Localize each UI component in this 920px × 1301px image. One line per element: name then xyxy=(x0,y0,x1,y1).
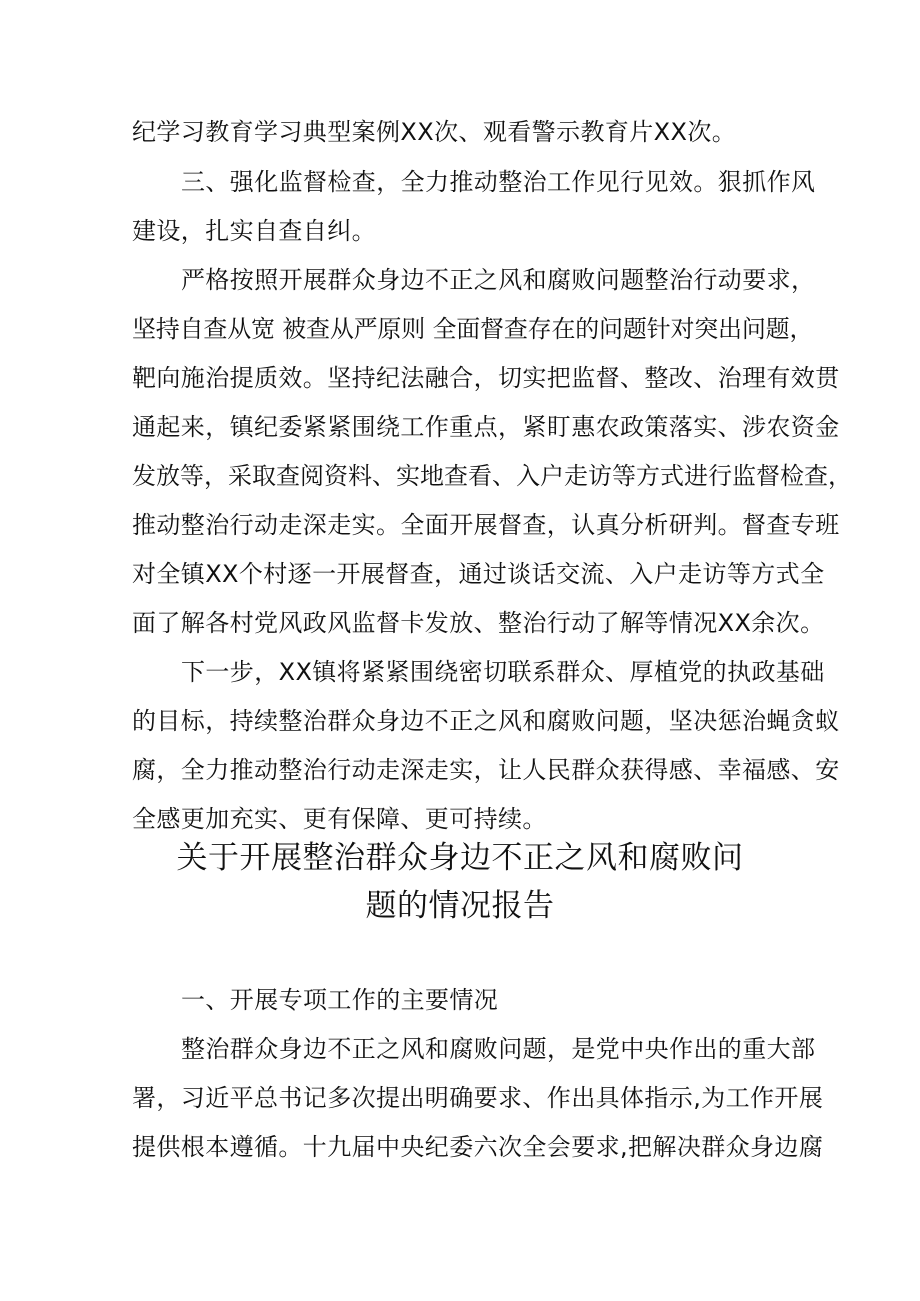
body-line: 坚持自查从宽 被查从严原则 全面督查存在的问题针对突出问题， xyxy=(132,315,814,343)
body-line: 通起来，镇纪委紧紧围绕工作重点，紧盯惠农政策落实、涉农资金 xyxy=(132,413,840,441)
paragraph-first-line: 整治群众身边不正之风和腐败问题，是党中央作出的重大部 xyxy=(181,1035,816,1063)
paragraph-first-line: 下一步，XX镇将紧紧围绕密切联系群众、厚植党的执政基础 xyxy=(181,658,825,686)
body-line: 面了解各村党风政风监督卡发放、整治行动了解等情况XX余次。 xyxy=(132,609,825,637)
body-line: 对全镇XX个村逐一开展督查，通过谈话交流、入户走访等方式全 xyxy=(132,560,825,588)
body-line: 署，习近平总书记多次提出明确要求、作出具体指示,为工作开展 xyxy=(132,1084,824,1112)
report-title-line-1: 关于开展整治群众身边不正之风和腐败问 xyxy=(176,840,744,876)
body-line: 腐，全力推动整治行动走深走实，让人民群众获得感、幸福感、安 xyxy=(132,756,840,784)
body-line: 靶向施治提质效。坚持纪法融合，切实把监督、整改、治理有效贯 xyxy=(132,364,840,392)
body-line: 提供根本遵循。十九届中央纪委六次全会要求,把解决群众身边腐 xyxy=(132,1133,824,1161)
body-line: 建设，扎实自查自纠。 xyxy=(132,217,376,245)
body-line: 推动整治行动走深走实。全面开展督查，认真分析研判。督查专班 xyxy=(132,511,840,539)
body-line: 纪学习教育学习典型案例XX次、观看警示教育片XX次。 xyxy=(132,118,737,146)
body-line: 的目标，持续整治群众身边不正之风和腐败问题，坚决惩治蝇贪蚁 xyxy=(132,707,840,735)
section-heading: 三、强化监督检查，全力推动整治工作见行见效。狠抓作风 xyxy=(181,168,816,196)
body-line: 全感更加充实、更有保障、更可持续。 xyxy=(132,805,547,833)
report-title-line-2: 题的情况报告 xyxy=(365,888,555,924)
paragraph-first-line: 严格按照开展群众身边不正之风和腐败问题整治行动要求， xyxy=(181,266,816,294)
section-heading: 一、开展专项工作的主要情况 xyxy=(181,986,499,1014)
body-line: 发放等，采取查阅资料、实地查看、入户走访等方式进行监督检查， xyxy=(132,462,852,490)
